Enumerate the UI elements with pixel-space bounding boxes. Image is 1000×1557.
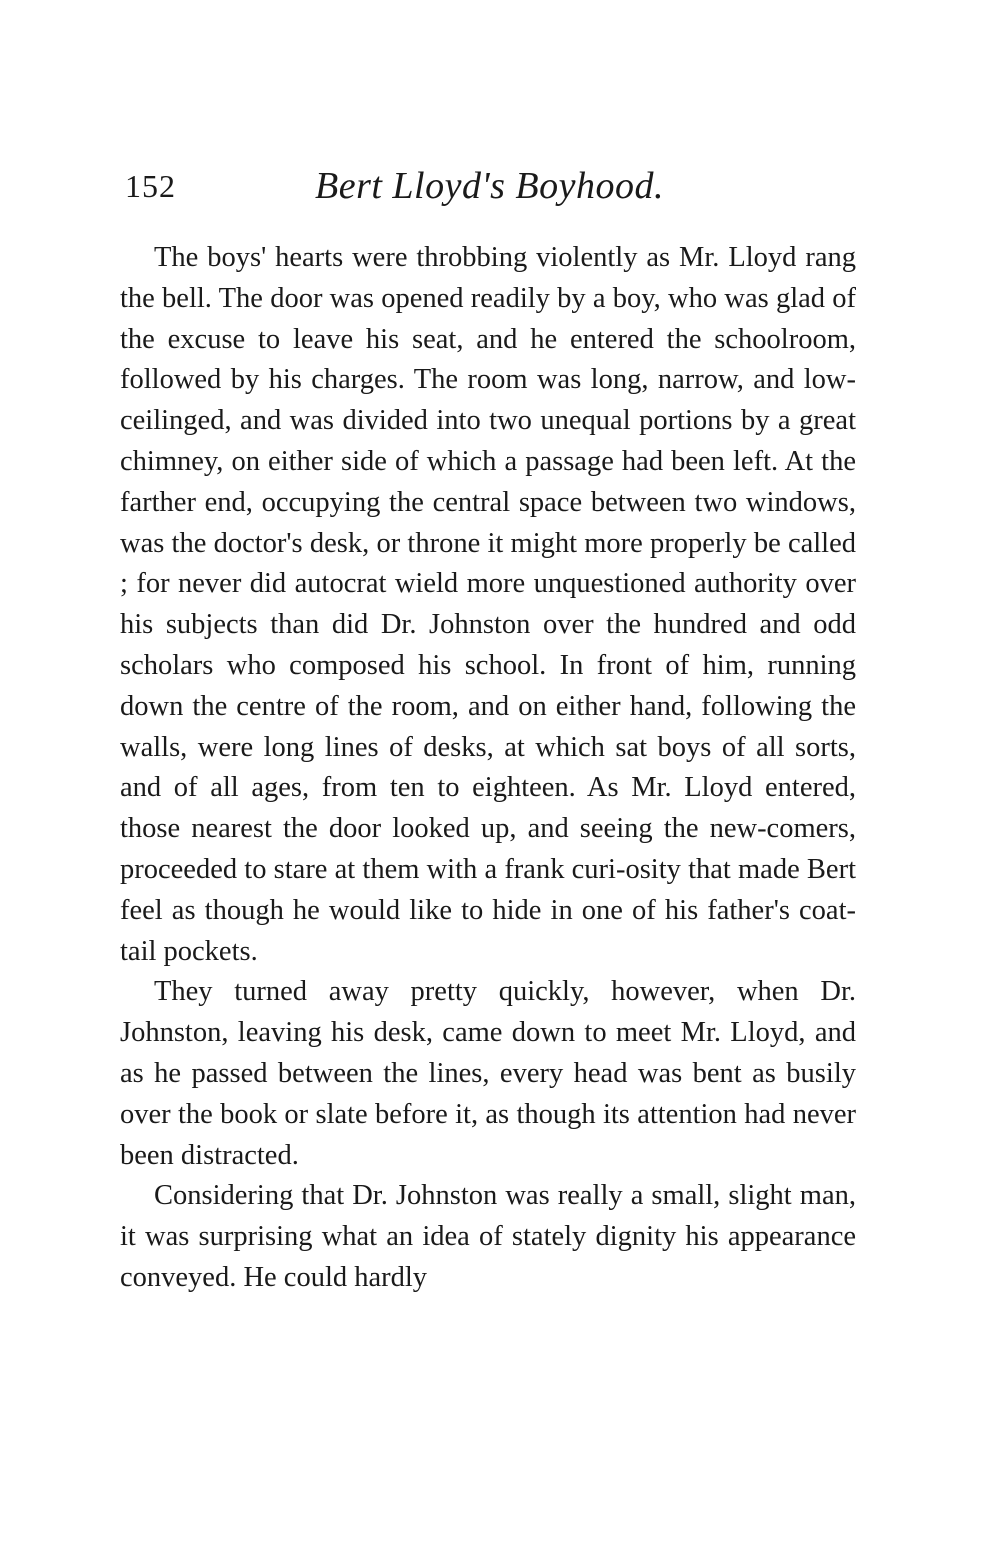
paragraph-2: They turned away pretty quickly, however, when Dr. Johnston, leaving his desk, came down to meet Mr. Lloyd, and as he passed between the lines, every head was bent as busily over the book or slate before it, as though its attention had never been distracted. xyxy=(120,976,856,1171)
page-header xyxy=(125,160,865,220)
paragraph-1: The boys' hearts were throbbing violently as Mr. Lloyd rang the bell. The door was opened readily by a boy, who was glad of the excuse to leave his seat, and he entered the schoolroom, followed by his charges. The room was long, narrow, and low-ceilinged, and was divided into two unequal portions by a great chimney, on either side of which a passage had been left. At the farther end, occupying the central space between two windows, was the doctor's desk, or throne it might more properly be called ; for never did autocrat wield more unquestioned authority over his subjects than did Dr. Johnston over the hundred and odd scholars who composed his school. In front of him, running down the centre of the room, and on either hand, following the walls, were long lines of desks, at which sat boys of all sorts, and of all ages, from ten to eighteen. As Mr. Lloyd entered, those nearest the door looked up, and seeing the new-comers, proceeded to stare at them with a frank curi-osity that made Bert feel as though he would like to hide in one of his father's coat-tail pockets. xyxy=(120,242,856,967)
paragraph-3: Considering that Dr. Johnston was really a small, slight man, it was surprising what an idea of stately dignity his appearance conveyed. He could hardly xyxy=(120,1180,856,1293)
page-number: 152 xyxy=(125,168,176,204)
body-text xyxy=(120,238,856,1299)
running-title: Bert Lloyd's Boyhood. xyxy=(315,165,664,207)
